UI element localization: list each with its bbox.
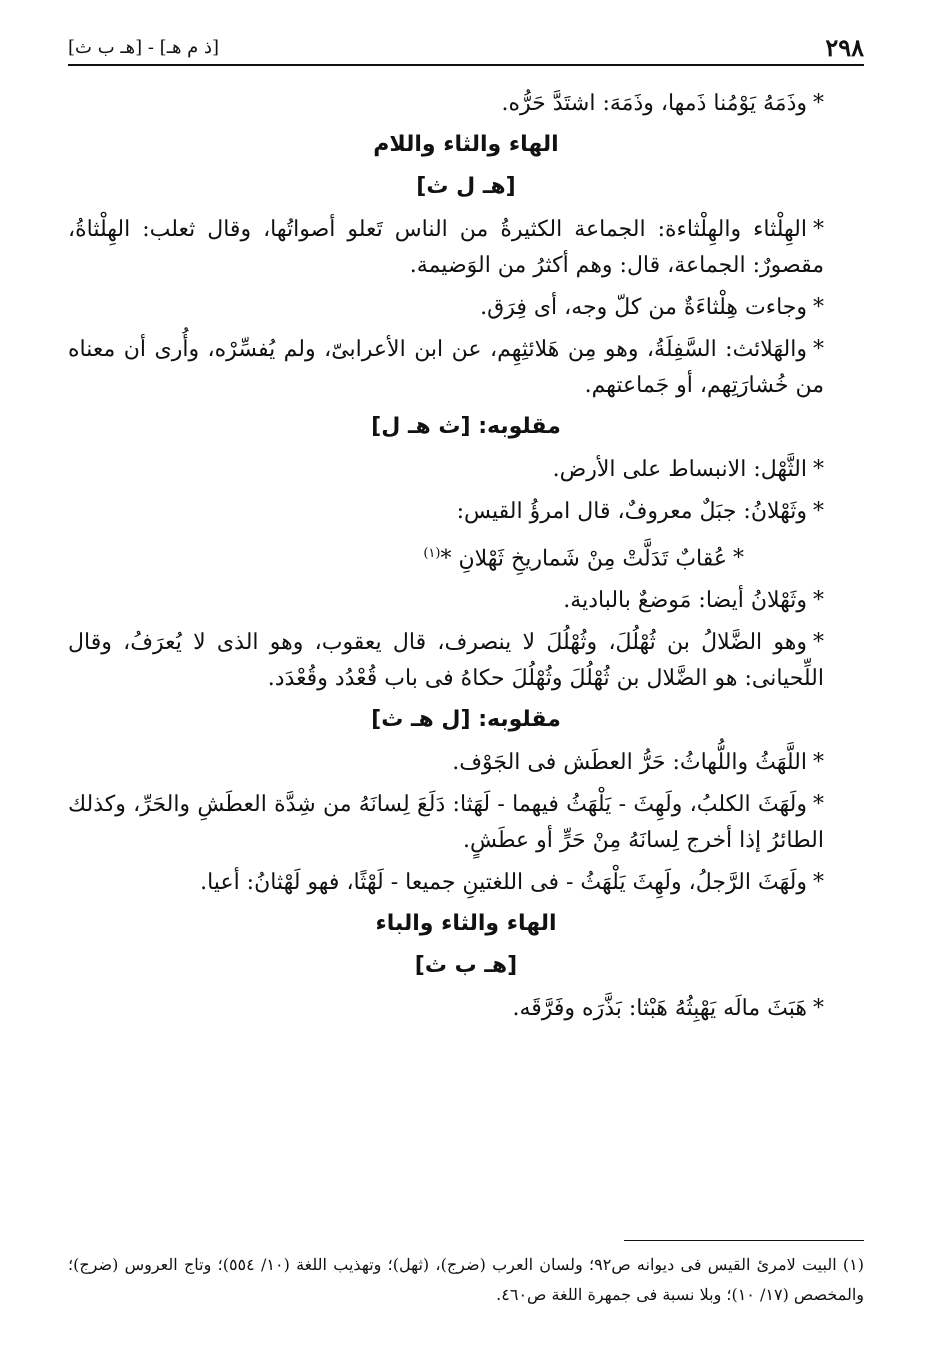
entry-text: اللَّهَثُ واللُّهاثُ: حَرُّ العطَش فى الجَوْف. (452, 750, 807, 776)
entry-paragraph (68, 865, 864, 901)
asterisk-mark: * (440, 546, 452, 572)
footnote-marker: (١) (423, 546, 441, 561)
asterisk-mark: * (813, 91, 824, 116)
section-heading: الهاء والثاء واللام (373, 132, 559, 157)
footnote-divider (624, 1240, 864, 1241)
footnote-text: (١) البيت لامرئ القيس فى ديوانه ص٩٢؛ ولسان العرب (ضرج)، (ثهل)؛ وتهذيب اللغة (١٠/ ٥٥٤)؛ وتاج العروس (ضرج)؛ والمخصص (١٧/ ١٠)؛ وبلا نسبة فى جمهرة اللغة ص٤٦٠. (68, 1255, 865, 1304)
entry-text: هَبَثَ مالَه يَهْبِثُهُ هَبْثا: بَذَّرَه وفَرَّقَه. (512, 996, 807, 1022)
entry-paragraph (68, 583, 864, 619)
asterisk-mark: * (813, 588, 824, 614)
asterisk-mark: * (813, 337, 824, 362)
entry-text: وهو الضَّلالُ بن ثُهْلُلَ، وثُهْلُلَ لا ينصرف، قال يعقوب، وهو الذى لا يُعرَفُ، وقال اللِّحيانى: هو الضَّلال بن ثُهْلُلَ وثُهْلُلَ حكاهُ فى باب قُعْدُد وقُعْدَد. (68, 630, 824, 692)
footnotes (68, 1250, 864, 1310)
asterisk-mark: * (813, 750, 824, 776)
entry-paragraph (68, 745, 864, 781)
page-number: ٢٩٨ (825, 32, 864, 62)
asterisk-mark: * (813, 295, 824, 320)
entry-text: وثَهْلانُ أيضا: مَوضعٌ بالبادية. (563, 588, 807, 614)
root-heading: [هـ ل ث] (416, 174, 516, 199)
entry-paragraph (68, 290, 864, 326)
entry-paragraph (68, 787, 864, 859)
entry-text: ولَهَثَ الكلبُ، ولَهِثَ - يَلْهَثُ فيهما - لَهَثا: دَلَعَ لِسانَهُ من شِدَّة العطَشِ والحَرِّ، وكذلك الطائرُ إذا أخرج لِسانَهُ مِنْ حَرٍّ أو عطَشٍ. (68, 792, 824, 854)
subsection-heading: مقلوبه: [ث هـ ل] (371, 414, 561, 439)
entry-paragraph (68, 494, 864, 530)
entry-text: الثَّهْل: الانبساط على الأرض. (552, 457, 807, 482)
verse-quotation (68, 536, 864, 577)
entry-text: وذَمَهُ يَوْمُنا ذَمها، وذَمَهَ: اشتَدَّ حَرُّه. (501, 91, 807, 116)
asterisk-mark: * (813, 792, 824, 818)
asterisk-mark: * (813, 870, 824, 896)
asterisk-mark: * (813, 217, 824, 242)
entry-text: الهِلْثاء والهِلْثاءة: الجماعة الكثيرةُ من الناس تَعلو أصواتُها، وقال ثعلب: الهِلْثاةُ، مقصورٌ: الجماعة، قال: وهم أكثرُ من الوَضيمة. (68, 217, 824, 278)
asterisk-mark: * (813, 457, 824, 482)
asterisk-mark: * (813, 499, 824, 524)
asterisk-mark: * (813, 630, 824, 656)
section-reference: [ذ م هـ] - [هـ ب ث] (68, 36, 220, 58)
entry-text: والهَلائث: السَّفِلَةُ، وهو مِن هَلائثِهِم، عن ابن الأعرابىّ، ولم يُفسِّرْه، وأُرى أن معناه من خُشارَتِهم، أو جَماعتهم. (68, 337, 824, 398)
entry-text: وجاءت هِلْثاءَةٌ من كلّ وجه، أى فِرَق. (480, 295, 807, 320)
verse-text: عُقابٌ تَدَلَّتْ مِنْ شَماريخِ ثَهْلانِ (458, 546, 727, 572)
subsection-heading: مقلوبه: [ل هـ ث] (371, 707, 561, 733)
section-heading: الهاء والثاء والباء (375, 911, 557, 937)
entry-paragraph (68, 991, 864, 1027)
entry-text: وثَهْلانُ: جبَلٌ معروفٌ، قال امرؤُ القيس: (456, 499, 807, 524)
page-body (68, 86, 864, 1033)
running-header (68, 30, 864, 66)
asterisk-mark: * (733, 546, 744, 572)
entry-text: ولَهَثَ الرَّجلُ، ولَهِثَ يَلْهَثُ - فى اللغتينِ جميعا - لَهْثًا، فهو لَهْثانُ: أعيا. (200, 870, 807, 896)
asterisk-mark: * (813, 996, 824, 1022)
entry-paragraph (68, 332, 864, 404)
root-heading: [هـ ب ث] (414, 953, 518, 979)
entry-paragraph (68, 86, 864, 122)
entry-paragraph (68, 452, 864, 488)
entry-paragraph (68, 212, 864, 284)
entry-paragraph (68, 625, 864, 697)
